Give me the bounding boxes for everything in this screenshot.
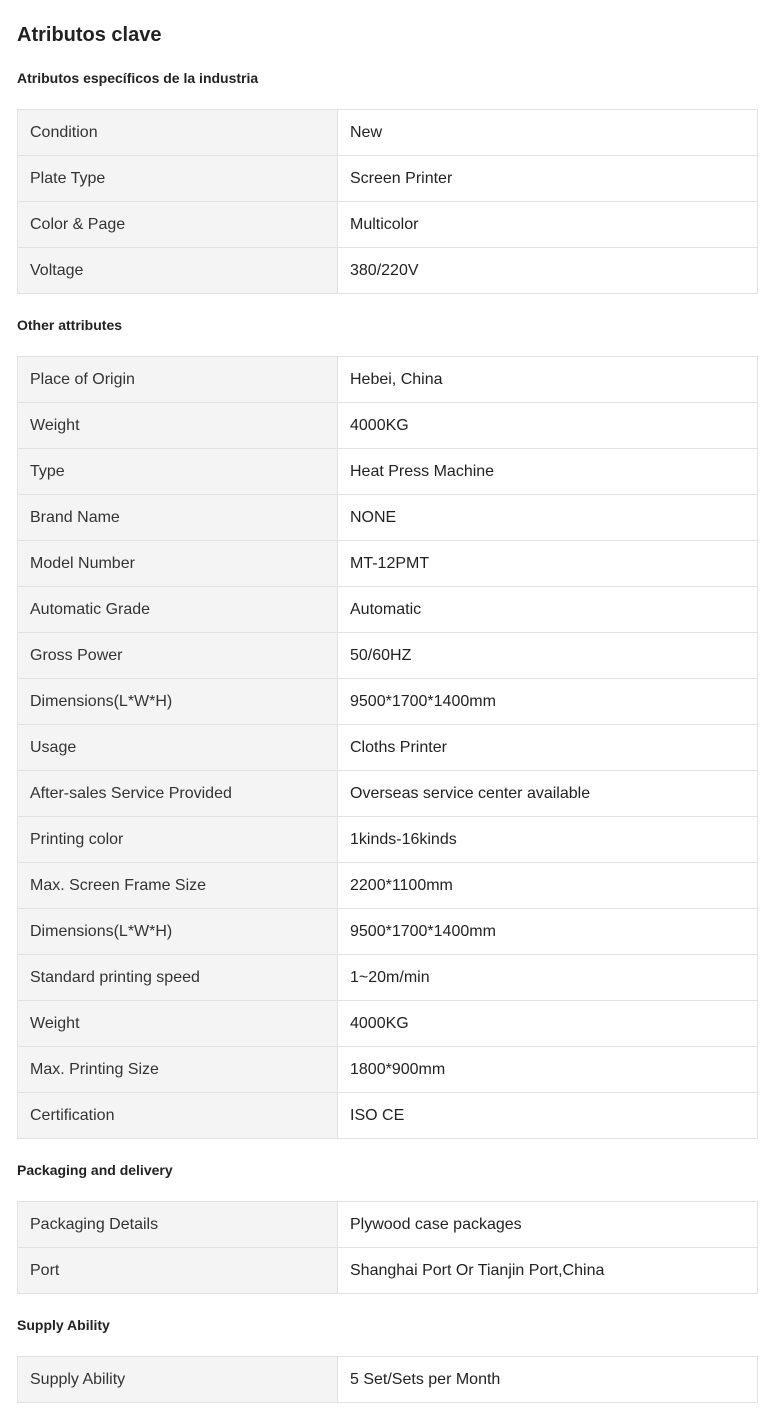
page-title: Atributos clave bbox=[17, 24, 162, 46]
attribute-name: Model Number bbox=[18, 541, 338, 587]
attribute-row bbox=[18, 357, 758, 403]
attribute-name: Printing color bbox=[18, 817, 338, 863]
attribute-value: NONE bbox=[338, 495, 758, 541]
attribute-name: Type bbox=[18, 449, 338, 495]
attribute-value: Overseas service center available bbox=[338, 771, 758, 817]
attribute-row bbox=[18, 633, 758, 679]
attribute-name: Packaging Details bbox=[18, 1202, 338, 1248]
section-title: Other attributes bbox=[17, 317, 123, 333]
attribute-row bbox=[18, 587, 758, 633]
attribute-row bbox=[18, 1202, 758, 1248]
attribute-sections bbox=[17, 68, 758, 1403]
attribute-value: Plywood case packages bbox=[338, 1202, 758, 1248]
attribute-name: Standard printing speed bbox=[18, 955, 338, 1001]
attribute-name: Place of Origin bbox=[18, 357, 338, 403]
attribute-name: After-sales Service Provided bbox=[18, 771, 338, 817]
section-title: Packaging and delivery bbox=[17, 1162, 173, 1178]
attribute-name: Condition bbox=[18, 110, 338, 156]
attribute-value: ISO CE bbox=[338, 1093, 758, 1139]
attribute-value: 50/60HZ bbox=[338, 633, 758, 679]
attribute-row bbox=[18, 156, 758, 202]
section-title: Supply Ability bbox=[17, 1317, 110, 1333]
attribute-value: 1~20m/min bbox=[338, 955, 758, 1001]
attribute-value: 9500*1700*1400mm bbox=[338, 909, 758, 955]
attribute-name: Automatic Grade bbox=[18, 587, 338, 633]
attribute-name: Gross Power bbox=[18, 633, 338, 679]
attribute-table bbox=[17, 109, 758, 294]
attribute-name: Max. Screen Frame Size bbox=[18, 863, 338, 909]
attribute-row bbox=[18, 909, 758, 955]
attribute-row bbox=[18, 449, 758, 495]
attribute-row bbox=[18, 110, 758, 156]
attribute-row bbox=[18, 1047, 758, 1093]
attribute-row bbox=[18, 248, 758, 294]
attribute-row bbox=[18, 1093, 758, 1139]
attribute-table bbox=[17, 1201, 758, 1294]
attribute-row bbox=[18, 495, 758, 541]
attribute-name: Voltage bbox=[18, 248, 338, 294]
attribute-value: Multicolor bbox=[338, 202, 758, 248]
attribute-value: 1kinds-16kinds bbox=[338, 817, 758, 863]
section-title: Atributos específicos de la industria bbox=[17, 70, 259, 86]
attribute-name: Weight bbox=[18, 403, 338, 449]
attribute-table bbox=[17, 356, 758, 1139]
attribute-name: Dimensions(L*W*H) bbox=[18, 679, 338, 725]
attribute-row bbox=[18, 725, 758, 771]
attribute-value: Automatic bbox=[338, 587, 758, 633]
attribute-row bbox=[18, 1248, 758, 1294]
attribute-value: 380/220V bbox=[338, 248, 758, 294]
attribute-name: Weight bbox=[18, 1001, 338, 1047]
attribute-name: Certification bbox=[18, 1093, 338, 1139]
attribute-row bbox=[18, 955, 758, 1001]
attribute-value: 9500*1700*1400mm bbox=[338, 679, 758, 725]
attribute-name: Max. Printing Size bbox=[18, 1047, 338, 1093]
attribute-value: 5 Set/Sets per Month bbox=[338, 1357, 758, 1403]
attribute-row bbox=[18, 403, 758, 449]
attribute-row bbox=[18, 1357, 758, 1403]
attribute-value: Shanghai Port Or Tianjin Port,China bbox=[338, 1248, 758, 1294]
attribute-value: Screen Printer bbox=[338, 156, 758, 202]
attribute-name: Color & Page bbox=[18, 202, 338, 248]
attribute-name: Supply Ability bbox=[18, 1357, 338, 1403]
attribute-row bbox=[18, 1001, 758, 1047]
attribute-table bbox=[17, 1356, 758, 1403]
attribute-value: 2200*1100mm bbox=[338, 863, 758, 909]
attribute-row bbox=[18, 541, 758, 587]
attribute-row bbox=[18, 679, 758, 725]
attribute-row bbox=[18, 863, 758, 909]
attribute-name: Usage bbox=[18, 725, 338, 771]
attribute-name: Plate Type bbox=[18, 156, 338, 202]
attribute-name: Port bbox=[18, 1248, 338, 1294]
attribute-value: 4000KG bbox=[338, 1001, 758, 1047]
attribute-value: Heat Press Machine bbox=[338, 449, 758, 495]
attribute-value: Hebei, China bbox=[338, 357, 758, 403]
attribute-value: 1800*900mm bbox=[338, 1047, 758, 1093]
attribute-row bbox=[18, 817, 758, 863]
attribute-name: Brand Name bbox=[18, 495, 338, 541]
attribute-value: 4000KG bbox=[338, 403, 758, 449]
attribute-name: Dimensions(L*W*H) bbox=[18, 909, 338, 955]
attribute-value: Cloths Printer bbox=[338, 725, 758, 771]
attribute-row bbox=[18, 771, 758, 817]
attribute-row bbox=[18, 202, 758, 248]
attribute-value: MT-12PMT bbox=[338, 541, 758, 587]
attribute-value: New bbox=[338, 110, 758, 156]
